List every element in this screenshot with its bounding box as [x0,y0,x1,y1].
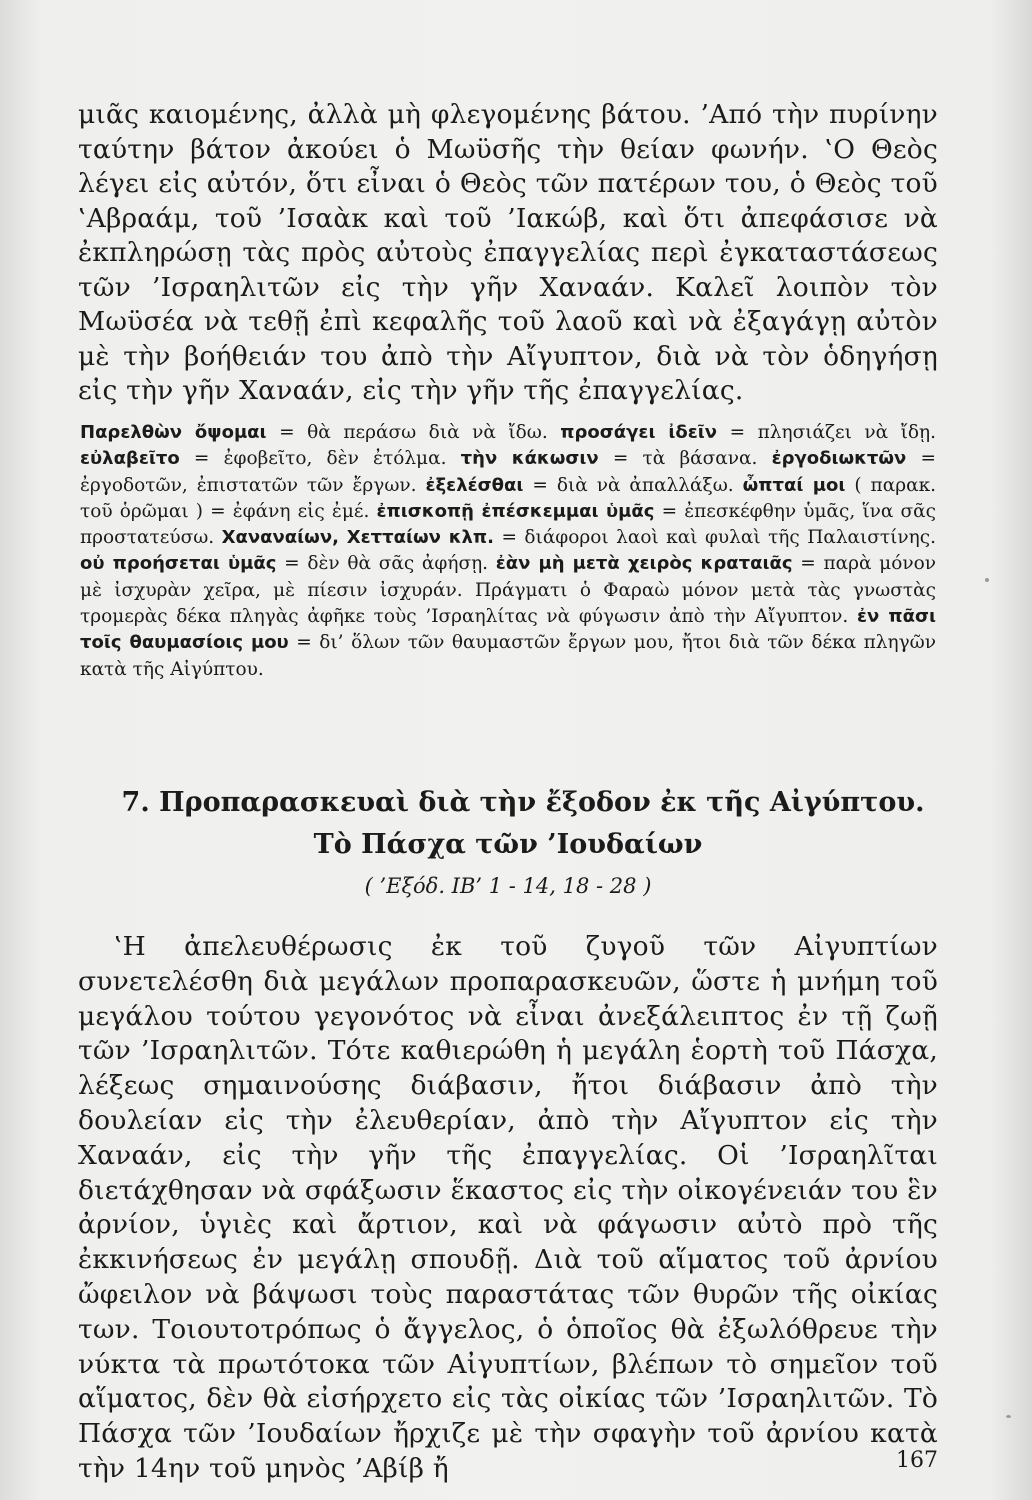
glossary-term: ἐργοδιωκτῶν [771,448,907,470]
glossary-definition: = δὲν θὰ σᾶς ἀφήσῃ. [284,553,489,575]
glossary-definition: = θὰ περάσω διὰ νὰ ἴδω. [279,422,548,443]
glossary-term: ἐξελέσθαι [425,474,524,496]
glossary-definition: = ἐπεσκέφθην ὑμᾶς, ἵνα σᾶς προστατεύσω. [80,500,936,549]
glossary-definition: = παρὰ μόνον μὲ ἰσχυρὰν χεῖρα, μὲ πίεσιν ἰσχυράν. Πράγματι ὁ Φαραὼ μόνον μετὰ τὰς γνωστὰς τρομερὰς δέκα πληγὰς ἀφῆκε τοὺς ’Ισραηλίτας νὰ φύγωσιν ἀπὸ τὴν Αἴγυπτον. [80,553,936,628]
glossary-term: εὐλαβεῖτο [80,448,180,470]
glossary-definition: = ἐφοβεῖτο, δὲν ἐτόλμα. [193,448,447,470]
scan-speck [1006,1415,1011,1418]
glossary-term: οὐ προήσεται ὑμᾶς [80,553,277,575]
glossary-term: ἐὰν μὴ μετὰ χειρὸς κραταιᾶς [495,553,793,575]
glossary-definition: = ἐργοδοτῶν, ἐπιστατῶν τῶν ἔργων. [80,448,937,496]
glossary-definition: = δι’ ὅλων τῶν θαυμαστῶν ἔργων μου, ἤτοι διὰ τῶν δέκα πληγῶν κατὰ τῆς Αἰγύπτου. [80,632,936,680]
page-number: 167 [896,1448,938,1473]
glossary-term: ἐπισκοπῇ ἐπέσκεμμαι ὑμᾶς [376,500,655,522]
glossary-term: τὴν κάκωσιν [460,448,599,470]
glossary-definition: = τὰ βάσανα. [612,448,758,470]
section-title-line-1: 7. Προπαρασκευαὶ διὰ τὴν ἔξοδον ἐκ τῆς Αἰγύπτου. [121,787,925,818]
glossary-term: Παρελθὼν ὄψομαι [80,422,267,443]
paragraph-1: μιᾶς καιομένης, ἀλλὰ μὴ φλεγομένης βάτου. ’Από τὴν πυρίνην ταύτην βάτον ἀκούει ὁ Μωϋσῆς τὴν θείαν φωνήν. ‛Ο Θεὸς λέγει εἰς αὐτόν, ὅτι εἶναι ὁ Θεὸς τῶν πατέρων του, ὁ Θεὸς τοῦ ‛Αβραάμ, τοῦ ’Ισαὰκ καὶ τοῦ ’Ιακώβ, καὶ ὅτι ἀπεφάσισε νὰ ἐκπληρώσῃ τὰς πρὸς αὐτοὺς ἐπαγγελίας περὶ ἐγκαταστάσεως τῶν ’Ισραηλιτῶν εἰς τὴν γῆν Χαναάν. Καλεῖ λοιπὸν τὸν Μωϋσέα νὰ τεθῇ ἐπὶ κεφαλῆς τοῦ λαοῦ καὶ νὰ ἐξαγάγῃ αὐτὸν μὲ τὴν βοήθειάν του ἀπὸ τὴν Αἴγυπτον, διὰ νὰ τὸν ὁδηγήσῃ εἰς τὴν γῆν Χαναάν, εἰς τὴν γῆν τῆς ἐπαγγελίας. [78,99,938,406]
paragraph-2: ‛Η ἀπελευθέρωσις ἐκ τοῦ ζυγοῦ τῶν Αἰγυπτίων συνετελέσθη διὰ μεγάλων προπαρασκευῶν, ὥστε ἡ μνήμη τοῦ μεγάλου τούτου γεγονότος νὰ εἶναι ἀνεξάλειπτος ἐν τῇ ζωῇ τῶν ’Ισραηλιτῶν. Τότε καθιερώθη ἡ μεγάλη ἑορτὴ τοῦ Πάσχα, λέξεως σημαινούσης διάβασιν, ἤτοι διάβασιν ἀπὸ τὴν δουλείαν εἰς τὴν ἐλευθερίαν, ἀπὸ τὴν Αἴγυπτον εἰς τὴν Χαναάν, εἰς τὴν γῆν τῆς ἐπαγγελίας. Οἱ ’Ισραηλῖται διετάχθησαν νὰ σφάξωσιν ἕκαστος εἰς τὴν οἰκογένειάν του ἓν ἀρνίον, ὑγιὲς καὶ ἄρτιον, καὶ νὰ φάγωσιν αὐτὸ πρὸ τῆς ἐκκινήσεως ἐν μεγάλῃ σπουδῇ. Διὰ τοῦ αἵματος τοῦ ἀρνίου ὤφειλον νὰ βάψωσι τοὺς παραστάτας τῶν θυρῶν τῆς οἰκίας των. Τοιουτοτρόπως ὁ ἄγγελος, ὁ ὁποῖος θὰ ἐξωλόθρευε τὴν νύκτα τὰ πρωτότοκα τῶν Αἰγυπτίων, βλέπων τὸ σημεῖον τοῦ αἵματος, δὲν θὰ εἰσήρχετο εἰς τὰς οἰκίας τῶν ’Ισραηλιτῶν. Τὸ Πάσχα τῶν ’Ιουδαίων ἤρχιζε μὲ τὴν σφαγὴν τοῦ ἀρνίου κατὰ τὴν 14ην τοῦ μηνὸς ’Αβίβ ἤ [78,931,938,1484]
glossary [80,420,936,683]
glossary-term: ἐν πᾶσι τοῖς θαυμασίοις μου [80,606,936,654]
section-title-line-2: Τὸ Πάσχα τῶν ’Ιουδαίων [313,829,703,860]
glossary-term: ὦπταί μοι [742,474,846,496]
glossary-definition: = διὰ νὰ ἀπαλλάξω. [532,474,734,496]
scan-speck [985,578,989,582]
glossary-term: Χαναναίων, Χετταίων κλπ. [221,527,495,549]
scripture-reference: ( ’Εξόδ. ΙΒ’ 1 - 14, 18 - 28 ) [364,874,652,898]
section-heading [78,782,938,866]
glossary-definition: = πλησιάζει νὰ ἴδῃ. [729,422,937,443]
glossary-definition: ( παρακ. τοῦ ὁρῶμαι ) = ἐφάνη εἰς ἐμέ. [80,474,937,522]
glossary-definition: = διάφοροι λαοὶ καὶ φυλαὶ τῆς Παλαιστίνης. [501,527,936,549]
glossary-term: προσάγει ἰδεῖν [560,422,718,443]
